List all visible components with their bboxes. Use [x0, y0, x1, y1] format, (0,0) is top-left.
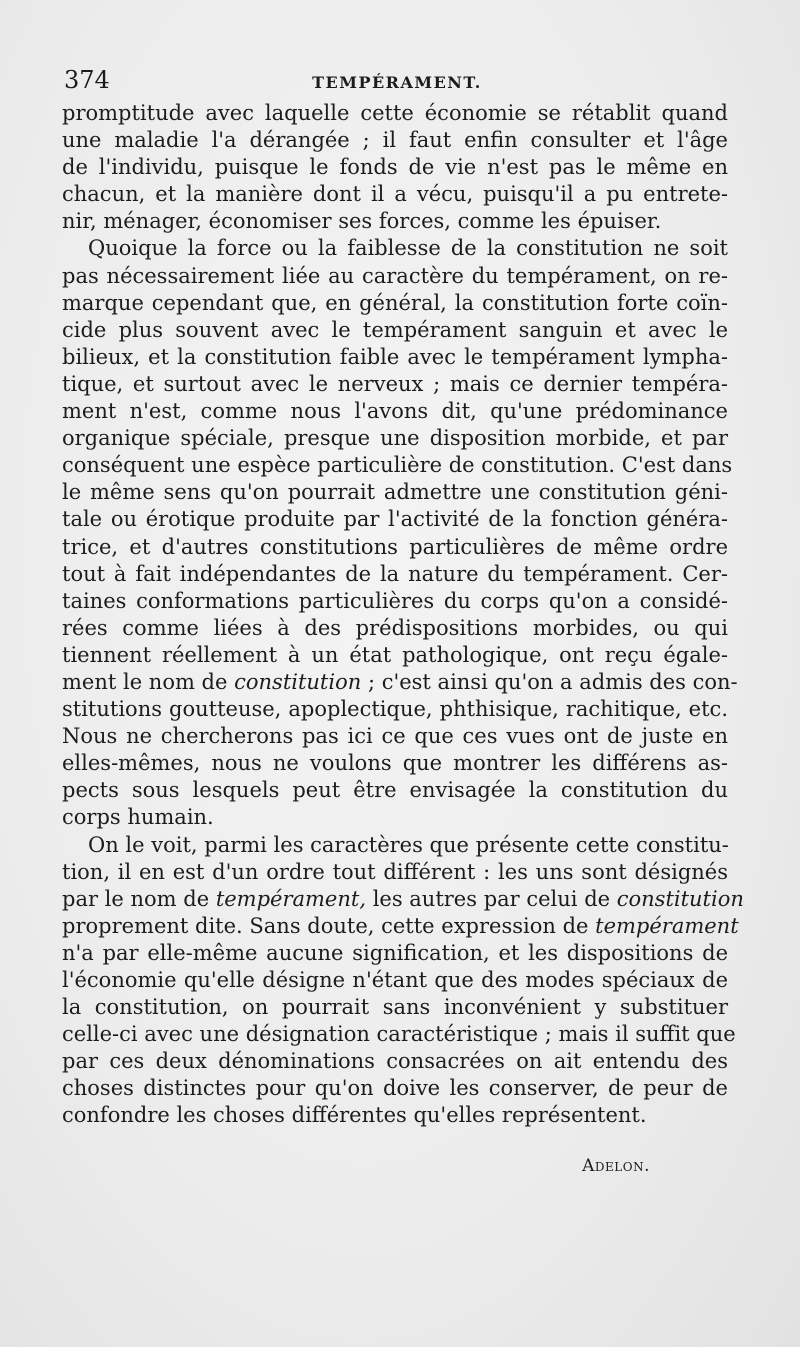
text-line: bilieux, et la constitution faible avec le tempérament lympha-	[62, 344, 728, 369]
text-line: trice, et d'autres constitutions particulières de même ordre	[62, 534, 728, 559]
text-line: nir, ménager, économiser ses forces, comme les épuiser.	[62, 209, 662, 234]
text-line: conséquent une espèce particulière de constitution. C'est dans	[62, 453, 733, 478]
text-line: la constitution, on pourrait sans inconvénient y substituer	[62, 995, 728, 1020]
text-line: promptitude avec laquelle cette économie se rétablit quand	[62, 101, 728, 125]
text-line: ment n'est, comme nous l'avons dit, qu'une prédominance	[62, 399, 728, 424]
text-line: cide plus souvent avec le tempérament sanguin et avec le	[62, 317, 728, 342]
text-line: tiennent réellement à un état pathologique, ont reçu égale-	[62, 642, 728, 667]
text-line: On le voit, parmi les caractères que présente cette constitu-	[88, 832, 729, 857]
text-line: marque cependant que, en général, la constitution forte coïn-	[62, 290, 728, 315]
text-line: corps humain.	[62, 805, 214, 830]
text-line: pas nécessairement liée au caractère du tempérament, on re-	[62, 263, 728, 288]
page-header	[64, 62, 730, 98]
text-line: l'économie qu'elle désigne n'étant que des modes spéciaux de	[62, 968, 728, 992]
text-line: tique, et surtout avec le nerveux ; mais ce dernier tempéra-	[62, 371, 728, 396]
text-line: par le nom de tempérament, les autres par celui de constitution	[62, 886, 744, 911]
text-line: confondre les choses différentes qu'elles représentent.	[62, 1103, 647, 1128]
text-line: stitutions goutteuse, apoplectique, phthisique, rachitique, etc.	[62, 697, 728, 722]
body-text	[62, 100, 744, 1130]
text-line: tout à fait indépendantes de la nature du tempérament. Cer-	[62, 561, 728, 586]
text-line: pects sous lesquels peut être envisagée la constitution du	[62, 778, 728, 803]
text-line: une maladie l'a dérangée ; il faut enfin consulter et l'âge	[62, 128, 728, 153]
text-line: rées comme liées à des prédispositions morbides, ou qui	[62, 615, 728, 640]
text-line: elles-mêmes, nous ne voulons que montrer les différens as-	[62, 751, 728, 776]
text-line: organique spéciale, presque une disposition morbide, et par	[62, 426, 728, 451]
text-line: le même sens qu'on pourrait admettre une constitution géni-	[62, 480, 728, 505]
text-line: tion, il en est d'un ordre tout différent : les uns sont désignés	[62, 859, 728, 884]
text-line: n'a par elle-même aucune signification, et les dispositions de	[62, 940, 728, 965]
text-line: ment le nom de constitution ; c'est ainsi qu'on a admis des con-	[62, 669, 738, 694]
text-line: Quoique la force ou la faiblesse de la constitution ne soit	[88, 236, 728, 261]
text-line: choses distinctes pour qu'on doive les conserver, de peur de	[62, 1076, 728, 1101]
text-line: chacun, et la manière dont il a vécu, puisqu'il a pu entrete-	[62, 182, 728, 207]
text-line: de l'individu, puisque le fonds de vie n'est pas le même en	[62, 155, 728, 180]
running-title: TEMPÉRAMENT.	[312, 73, 482, 92]
text-line: par ces deux dénominations consacrées on ait entendu des	[62, 1049, 728, 1074]
text-line: celle-ci avec une désignation caractéristique ; mais il suffit que	[62, 1022, 736, 1047]
text-line: taines conformations particulières du corps qu'on a considé-	[62, 588, 728, 613]
page-number: 374	[64, 66, 110, 94]
text-line: Nous ne chercherons pas ici ce que ces vues ont de juste en	[62, 724, 728, 749]
text-line: tale ou érotique produite par l'activité de la fonction généra-	[62, 507, 728, 532]
author-signature: Adelon.	[582, 1156, 650, 1176]
text-line: proprement dite. Sans doute, cette expression de tempérament	[62, 913, 739, 938]
